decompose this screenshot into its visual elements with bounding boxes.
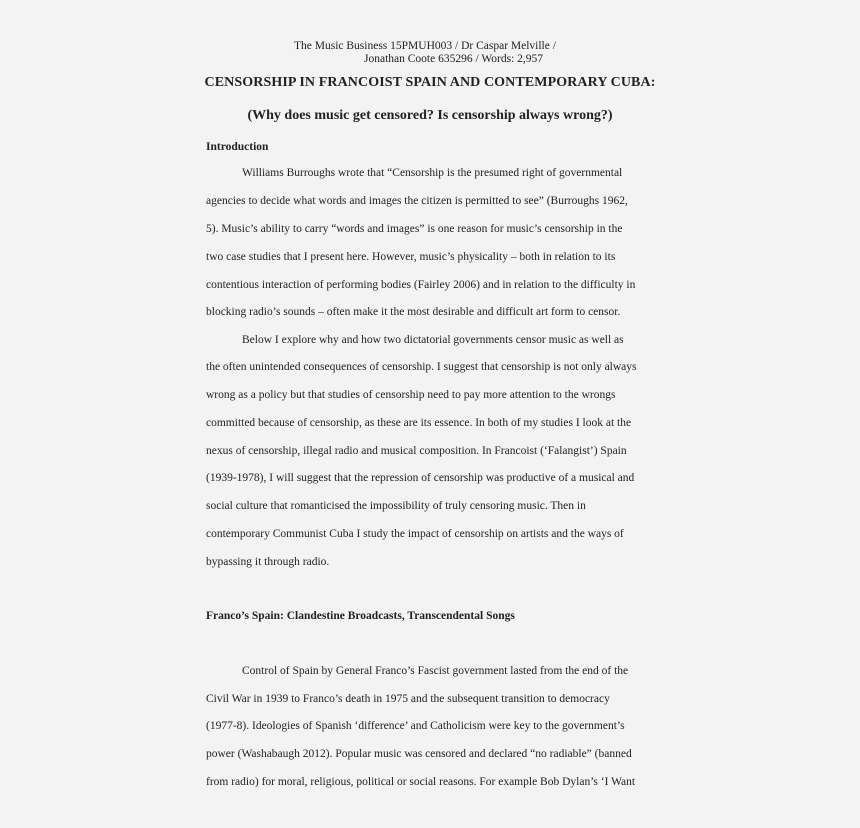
paragraph-line: wrong as a policy but that studies of censorship need to pay more attention to the wrongs (206, 389, 616, 401)
paragraph-line: blocking radio’s sounds – often make it the most desirable and difficult art form to censor. (206, 306, 621, 318)
paragraph-line: from radio) for moral, religious, political or social reasons. For example Bob Dylan’s ‘I Want (206, 776, 636, 788)
paragraph-line: Below I explore why and how two dictatorial governments censor music as well as (242, 334, 624, 346)
franco-section-heading: Franco’s Spain: Clandestine Broadcasts, Transcendental Songs (206, 610, 515, 622)
paragraph-line: 5). Music’s ability to carry “words and images” is one reason for music’s censorship in the (206, 223, 623, 235)
paragraph-line: Control of Spain by General Franco’s Fascist government lasted from the end of the (242, 665, 629, 677)
header-author-line: Jonathan Coote 635296 / Words: 2,957 (364, 53, 544, 65)
paragraph-line: agencies to decide what words and images the citizen is permitted to see” (Burroughs 1962, (206, 195, 628, 207)
paragraph-line: (1939-1978), I will suggest that the repression of censorship was productive of a musical and (206, 472, 635, 484)
introduction-heading: Introduction (206, 141, 269, 153)
paragraph-line: power (Washabaugh 2012). Popular music was censored and declared “no radiable” (banned (206, 748, 632, 760)
document-subtitle: (Why does music get censored? Is censorship always wrong?) (247, 108, 613, 123)
paragraph-line: (1977-8). Ideologies of Spanish ‘difference’ and Catholicism were key to the government’s (206, 720, 625, 732)
paragraph-line: bypassing it through radio. (206, 556, 330, 568)
document-title: CENSORSHIP IN FRANCOIST SPAIN AND CONTEMPORARY CUBA: (204, 75, 656, 90)
paragraph-line: contentious interaction of performing bodies (Fairley 2006) and in relation to the difficulty in (206, 279, 636, 291)
paragraph-line: contemporary Communist Cuba I study the impact of censorship on artists and the ways of (206, 528, 624, 540)
paragraph-line: Civil War in 1939 to Franco’s death in 1975 and the subsequent transition to democracy (206, 693, 610, 705)
paragraph-line: Williams Burroughs wrote that “Censorship is the presumed right of governmental (242, 167, 623, 179)
paragraph-line: the often unintended consequences of censorship. I suggest that censorship is not only always (206, 361, 637, 373)
paragraph-line: nexus of censorship, illegal radio and musical composition. In Francoist (‘Falangist’) Spain (206, 445, 627, 457)
paragraph-line: two case studies that I present here. However, music’s physicality – both in relation to its (206, 251, 616, 263)
paragraph-line: social culture that romanticised the impossibility of truly censoring music. Then in (206, 500, 586, 512)
paragraph-line: committed because of censorship, as these are its essence. In both of my studies I look at the (206, 417, 632, 429)
header-course-line: The Music Business 15PMUH003 / Dr Caspar Melville / (294, 40, 556, 52)
